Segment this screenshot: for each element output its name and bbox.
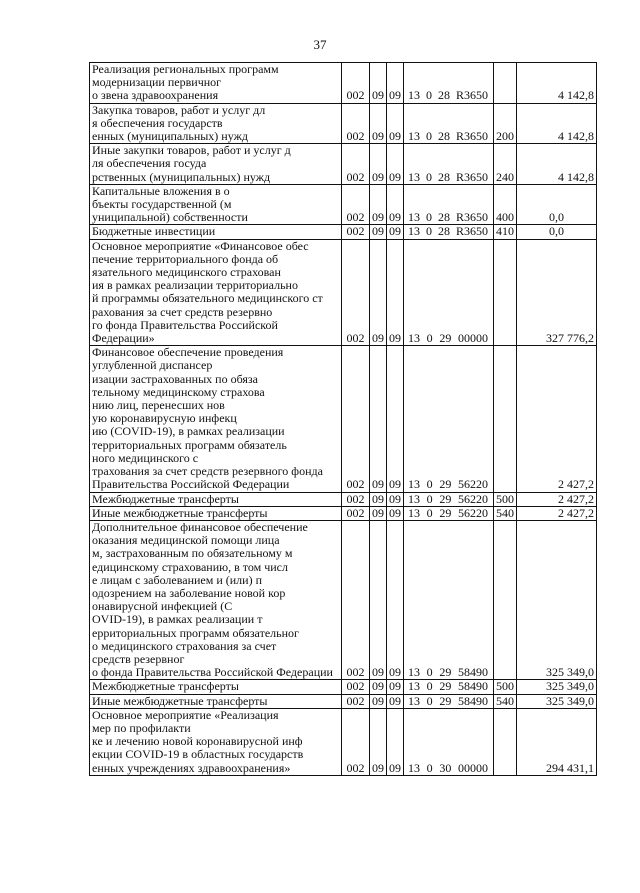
- row-name-line: ерриториальных программ обязательног: [92, 625, 299, 640]
- row-name-line: Межбюджетные трансферты: [92, 679, 239, 694]
- section-code: 09: [370, 144, 387, 185]
- target-article-part: 13: [408, 477, 420, 492]
- target-article-part: 56220: [457, 491, 488, 506]
- target-article-part: 00000: [457, 331, 488, 346]
- target-article-part: 0: [426, 505, 433, 520]
- target-article-parts: [406, 680, 491, 693]
- target-article-part: 0: [425, 210, 432, 225]
- expense-type-code: 500: [494, 492, 517, 506]
- amount: 327 776,2: [517, 239, 597, 346]
- target-article-code: [404, 346, 494, 492]
- row-name: [90, 492, 342, 506]
- target-article-code: [404, 708, 494, 775]
- target-article-code: [404, 103, 494, 144]
- target-article-parts: [406, 130, 491, 143]
- row-name-line: енных (муниципальных) нужд: [92, 129, 248, 144]
- section-code: 09: [370, 708, 387, 775]
- row-name-line: Бюджетные инвестиции: [92, 224, 216, 239]
- section-code: 09: [370, 239, 387, 346]
- target-article-parts: [406, 507, 491, 520]
- target-article-parts: [406, 332, 491, 345]
- row-name-line: мер по профилакти: [92, 720, 191, 735]
- table-row: [90, 708, 597, 775]
- target-article-part: 29: [439, 665, 452, 680]
- ministry-code: 002: [342, 492, 370, 506]
- target-article-part: 58490: [457, 693, 488, 708]
- section-code: 09: [370, 63, 387, 104]
- ministry-code: 002: [342, 225, 370, 239]
- target-article-part: 13: [408, 679, 420, 694]
- row-name-line: Финансовое обеспечение проведения: [92, 345, 284, 360]
- row-name-line: Закупка товаров, работ и услуг дл: [92, 102, 266, 117]
- row-name: [90, 144, 342, 185]
- expense-type-code: [494, 346, 517, 492]
- row-name-line: Капитальные вложения в о: [92, 183, 230, 198]
- target-article-code: [404, 694, 494, 708]
- section-code: 09: [370, 680, 387, 694]
- table-row: [90, 694, 597, 708]
- target-article-part: 0: [426, 679, 433, 694]
- expense-type-code: [494, 239, 517, 346]
- budget-table-body: [90, 63, 597, 776]
- row-name-line: бъекты государственной (м: [92, 197, 232, 212]
- row-name-line: оказания медицинской помощи лица: [92, 533, 280, 548]
- amount: 325 349,0: [517, 694, 597, 708]
- ministry-code: 002: [342, 694, 370, 708]
- amount: 2 427,2: [517, 492, 597, 506]
- target-article-code: [404, 63, 494, 104]
- amount: 0,0: [517, 184, 597, 225]
- target-article-part: 28: [437, 88, 450, 103]
- row-name: [90, 225, 342, 239]
- target-article-parts: [406, 478, 491, 491]
- amount: 325 349,0: [517, 680, 597, 694]
- row-name-line: ного медицинского с: [92, 450, 199, 465]
- subsection-code: 09: [387, 144, 404, 185]
- target-article-part: 0: [425, 129, 432, 144]
- subsection-code: 09: [387, 239, 404, 346]
- table-row: [90, 680, 597, 694]
- section-code: 09: [370, 184, 387, 225]
- target-article-part: 28: [437, 210, 450, 225]
- row-name-line: ия в рамках реализации территориально: [92, 278, 298, 293]
- target-article-part: 56220: [457, 505, 488, 520]
- row-name-line: Межбюджетные трансферты: [92, 491, 239, 506]
- target-article-code: [404, 239, 494, 346]
- target-article-part: 13: [408, 491, 420, 506]
- target-article-part: 13: [408, 129, 420, 144]
- row-name-line: Иные межбюджетные трансферты: [92, 505, 268, 520]
- row-name-line: го фонда Правительства Российской: [92, 317, 278, 332]
- expense-type-code: 200: [494, 103, 517, 144]
- expense-type-code: [494, 63, 517, 104]
- row-name-line: екции COVID-19 в областных государств: [92, 747, 304, 762]
- row-name-line: Основное мероприятие «Реализация: [92, 707, 279, 722]
- target-article-part: 0: [426, 693, 433, 708]
- row-name-line: е лицам с заболеванием и (или) п: [92, 572, 262, 587]
- amount: 4 142,8: [517, 63, 597, 104]
- subsection-code: 09: [387, 346, 404, 492]
- ministry-code: 002: [342, 506, 370, 520]
- target-article-part: R3650: [455, 224, 488, 239]
- row-name-line: территориальных программ обязатель: [92, 437, 287, 452]
- subsection-code: 09: [387, 680, 404, 694]
- target-article-part: R3650: [455, 129, 488, 144]
- table-row: [90, 225, 597, 239]
- section-code: 09: [370, 520, 387, 679]
- target-article-part: 13: [408, 693, 420, 708]
- row-name-line: тельному медицинскому страхова: [92, 384, 265, 399]
- section-code: 09: [370, 506, 387, 520]
- ministry-code: 002: [342, 680, 370, 694]
- row-name: [90, 680, 342, 694]
- target-article-part: 58490: [457, 679, 488, 694]
- section-code: 09: [370, 346, 387, 492]
- target-article-part: 28: [437, 129, 450, 144]
- subsection-code: 09: [387, 708, 404, 775]
- target-article-part: 13: [408, 665, 420, 680]
- row-name-line: Иные межбюджетные трансферты: [92, 693, 268, 708]
- table-row: [90, 184, 597, 225]
- target-article-part: 13: [408, 169, 420, 184]
- row-name-line: рственных (муниципальных) нужд: [92, 169, 271, 184]
- expense-type-code: 240: [494, 144, 517, 185]
- amount: 0,0: [517, 225, 597, 239]
- row-name-line: углубленной диспансер: [92, 358, 213, 373]
- row-name-line: модернизации первичног: [92, 75, 222, 90]
- row-name-line: рахования за счет средств резервно: [92, 304, 273, 319]
- target-article-part: 0: [426, 760, 433, 775]
- target-article-parts: [406, 211, 491, 224]
- row-name-line: м, застрахованным по обязательному м: [92, 546, 293, 561]
- target-article-part: 29: [439, 693, 452, 708]
- amount: 2 427,2: [517, 346, 597, 492]
- target-article-part: R3650: [455, 210, 488, 225]
- ministry-code: 002: [342, 63, 370, 104]
- subsection-code: 09: [387, 63, 404, 104]
- target-article-part: 0: [425, 169, 432, 184]
- table-row: [90, 239, 597, 346]
- subsection-code: 09: [387, 506, 404, 520]
- row-name: [90, 346, 342, 492]
- target-article-part: 28: [437, 224, 450, 239]
- section-code: 09: [370, 492, 387, 506]
- subsection-code: 09: [387, 520, 404, 679]
- target-article-part: 0: [426, 477, 433, 492]
- budget-table: [89, 62, 597, 776]
- amount: 4 142,8: [517, 144, 597, 185]
- ministry-code: 002: [342, 239, 370, 346]
- subsection-code: 09: [387, 694, 404, 708]
- row-name-line: Реализация региональных программ: [92, 62, 279, 76]
- row-name-line: OVID-19), в рамках реализации т: [92, 612, 263, 627]
- row-name: [90, 694, 342, 708]
- row-name-line: Дополнительное финансовое обеспечение: [92, 519, 308, 534]
- section-code: 09: [370, 694, 387, 708]
- expense-type-code: 500: [494, 680, 517, 694]
- row-name-line: униципальной) собственности: [92, 210, 248, 225]
- row-name-line: ую коронавирусную инфекц: [92, 411, 237, 426]
- target-article-part: 28: [437, 169, 450, 184]
- row-name-line: онавирусной инфекцией (C: [92, 599, 233, 614]
- amount: 2 427,2: [517, 506, 597, 520]
- target-article-part: 13: [408, 88, 420, 103]
- subsection-code: 09: [387, 492, 404, 506]
- table-row: [90, 346, 597, 492]
- row-name-line: ке и лечению новой коронавирусной инф: [92, 734, 303, 749]
- target-article-part: 13: [408, 210, 420, 225]
- target-article-part: R3650: [455, 88, 488, 103]
- amount: 325 349,0: [517, 520, 597, 679]
- target-article-parts: [406, 89, 491, 102]
- row-name-line: язательного медицинского страхован: [92, 265, 281, 280]
- section-code: 09: [370, 225, 387, 239]
- subsection-code: 09: [387, 103, 404, 144]
- target-article-part: 30: [439, 760, 452, 775]
- row-name-line: одозрением на заболевание новой кор: [92, 585, 286, 600]
- target-article-parts: [406, 225, 491, 238]
- target-article-part: 0: [426, 491, 433, 506]
- target-article-code: [404, 492, 494, 506]
- ministry-code: 002: [342, 103, 370, 144]
- target-article-parts: [406, 666, 491, 679]
- amount: 4 142,8: [517, 103, 597, 144]
- row-name-line: я обеспечения государств: [92, 115, 223, 130]
- expense-type-code: [494, 520, 517, 679]
- target-article-code: [404, 520, 494, 679]
- page-number: 37: [313, 37, 327, 52]
- target-article-code: [404, 225, 494, 239]
- target-article-part: 58490: [457, 665, 488, 680]
- subsection-code: 09: [387, 225, 404, 239]
- row-name-line: трахования за счет средств резервного фонда Правительства Российской Федерации: [92, 464, 323, 492]
- target-article-part: 29: [439, 477, 452, 492]
- target-article-part: 29: [439, 505, 452, 520]
- target-article-part: R3650: [455, 169, 488, 184]
- ministry-code: 002: [342, 708, 370, 775]
- target-article-parts: [406, 762, 491, 775]
- target-article-part: 0: [426, 331, 433, 346]
- row-name: [90, 708, 342, 775]
- target-article-part: 00000: [457, 760, 488, 775]
- row-name-line: Федерации»: [92, 331, 155, 346]
- row-name-line: средств резервног: [92, 651, 185, 666]
- row-name-line: Иные закупки товаров, работ и услуг д: [92, 143, 291, 158]
- row-name-line: й программы обязательного медицинского ст: [92, 291, 323, 306]
- ministry-code: 002: [342, 144, 370, 185]
- target-article-part: 0: [425, 224, 432, 239]
- target-article-code: [404, 506, 494, 520]
- expense-type-code: 400: [494, 184, 517, 225]
- expense-type-code: 540: [494, 694, 517, 708]
- row-name: [90, 520, 342, 679]
- target-article-part: 0: [426, 665, 433, 680]
- target-article-part: 13: [408, 760, 420, 775]
- target-article-code: [404, 680, 494, 694]
- target-article-part: 29: [439, 491, 452, 506]
- target-article-parts: [406, 695, 491, 708]
- expense-type-code: 410: [494, 225, 517, 239]
- row-name-line: ля обеспечения госуда: [92, 156, 207, 171]
- target-article-parts: [406, 171, 491, 184]
- ministry-code: 002: [342, 520, 370, 679]
- row-name-line: о фонда Правительства Российской Федерации: [92, 665, 333, 680]
- row-name: [90, 63, 342, 104]
- row-name: [90, 103, 342, 144]
- row-name-line: изации застрахованных по обяза: [92, 371, 258, 386]
- row-name: [90, 506, 342, 520]
- target-article-part: 0: [425, 88, 432, 103]
- subsection-code: 09: [387, 184, 404, 225]
- table-row: [90, 103, 597, 144]
- table-row: [90, 63, 597, 104]
- row-name: [90, 184, 342, 225]
- row-name-line: ию (COVID-19), в рамках реализации: [92, 424, 285, 439]
- row-name-line: енных учреждениях здравоохранения»: [92, 760, 291, 775]
- amount: 294 431,1: [517, 708, 597, 775]
- row-name-line: едицинскому страхованию, в том числ: [92, 559, 288, 574]
- ministry-code: 002: [342, 346, 370, 492]
- table-row: [90, 144, 597, 185]
- table-row: [90, 506, 597, 520]
- target-article-code: [404, 144, 494, 185]
- target-article-code: [404, 184, 494, 225]
- ministry-code: 002: [342, 184, 370, 225]
- table-row: [90, 492, 597, 506]
- target-article-parts: [406, 493, 491, 506]
- row-name-line: Основное мероприятие «Финансовое обес: [92, 238, 309, 253]
- section-code: 09: [370, 103, 387, 144]
- target-article-part: 13: [408, 224, 420, 239]
- row-name-line: о звена здравоохранения: [92, 88, 219, 103]
- target-article-part: 13: [408, 505, 420, 520]
- table-row: [90, 520, 597, 679]
- row-name-line: нию лиц, перенесших нов: [92, 398, 225, 413]
- target-article-part: 13: [408, 331, 420, 346]
- target-article-part: 29: [439, 679, 452, 694]
- row-name: [90, 239, 342, 346]
- row-name-line: о медицинского страхования за счет: [92, 638, 277, 653]
- expense-type-code: 540: [494, 506, 517, 520]
- row-name-line: печение территориального фонда об: [92, 251, 279, 266]
- expense-type-code: [494, 708, 517, 775]
- target-article-part: 29: [439, 331, 452, 346]
- target-article-part: 56220: [457, 477, 488, 492]
